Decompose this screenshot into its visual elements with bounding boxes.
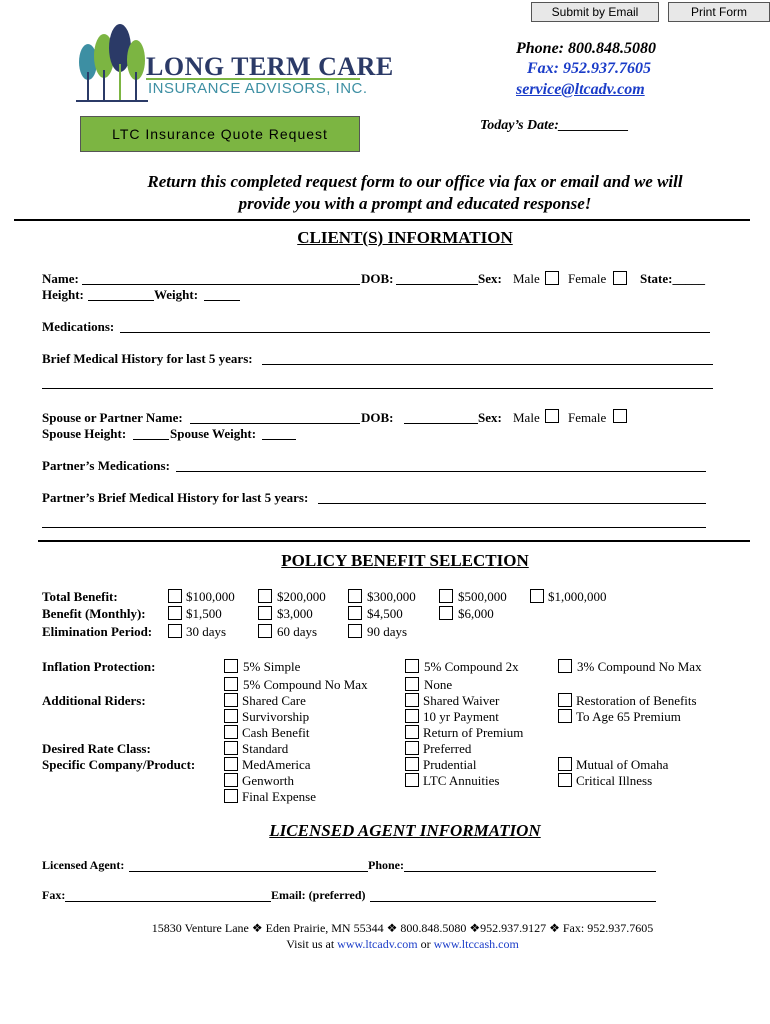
spouse-name-input[interactable] [190,423,360,424]
company-genworth-label: Genworth [242,773,294,788]
spouse-height-input[interactable] [133,439,169,440]
medical-history-input-2[interactable] [42,388,713,389]
intro-line-2: provide you with a prompt and educated response! [238,194,592,213]
total-1m-checkbox[interactable] [530,589,544,603]
inflation-label: Inflation Protection: [42,659,156,674]
company-ltc-annuities-label: LTC Annuities [423,773,500,788]
elim-30-checkbox[interactable] [168,624,182,638]
agent-phone-input[interactable] [404,871,656,872]
rider-survivorship-label: Survivorship [242,709,310,724]
inflation-3-compound-checkbox[interactable] [558,659,572,673]
medical-history-input[interactable] [262,364,713,365]
monthly-3000-label: $3,000 [277,606,313,621]
partner-history-label: Partner’s Brief Medical History for last 5 years: [42,490,309,505]
company-critical-illness-label: Critical Illness [576,773,653,788]
contact-fax: Fax: 952.937.7605 [527,60,651,77]
inflation-none-checkbox[interactable] [405,677,419,691]
inflation-5-compound-2x-label: 5% Compound 2x [424,659,519,674]
height-label: Height: [42,287,84,302]
total-200k-label: $200,000 [277,589,326,604]
agent-input[interactable] [129,871,368,872]
inflation-5-simple-checkbox[interactable] [224,659,238,673]
rate-preferred-label: Preferred [423,741,472,756]
total-500k-checkbox[interactable] [439,589,453,603]
todays-date-field[interactable]: Today’s Date:__________ [480,118,629,133]
quote-request-label: LTC Insurance Quote Request [112,126,328,142]
partner-medications-label: Partner’s Medications: [42,458,170,473]
divider-mid [38,540,750,542]
contact-email-link[interactable]: service@ltcadv.com [516,81,645,98]
rider-cash-benefit-checkbox[interactable] [224,725,238,739]
spouse-weight-label: Spouse Weight: [170,426,257,441]
total-benefit-label: Total Benefit: [42,589,118,604]
agent-fax-input[interactable] [65,901,271,902]
inflation-none-label: None [424,677,453,692]
rider-shared-waiver-label: Shared Waiver [423,693,500,708]
monthly-1500-checkbox[interactable] [168,606,182,620]
rate-standard-label: Standard [242,741,289,756]
elim-60-checkbox[interactable] [258,624,272,638]
rider-age65-checkbox[interactable] [558,709,572,723]
agent-phone-label: Phone: [368,858,404,872]
company-label: Specific Company/Product: [42,757,196,772]
rider-restoration-label: Restoration of Benefits [576,693,697,708]
logo-title: LONG TERM CARE [146,52,394,81]
riders-label: Additional Riders: [42,693,146,708]
rate-standard-checkbox[interactable] [224,741,238,755]
company-mutual-omaha-label: Mutual of Omaha [576,757,669,772]
rider-survivorship-checkbox[interactable] [224,709,238,723]
spouse-male-label: Male [513,410,540,425]
agent-fax-label: Fax: [42,888,66,902]
footer-or: or [420,937,431,951]
company-medamerica-checkbox[interactable] [224,757,238,771]
male-checkbox[interactable] [545,271,559,285]
footer-visit [0,937,770,952]
rider-return-premium-checkbox[interactable] [405,725,419,739]
divider-top [14,219,750,221]
elim-30-label: 30 days [186,624,227,639]
company-prudential-label: Prudential [423,757,477,772]
elim-60-label: 60 days [277,624,318,639]
height-input[interactable] [88,300,154,301]
spouse-height-label: Spouse Height: [42,426,127,441]
inflation-5-compound-nomax-checkbox[interactable] [224,677,238,691]
monthly-6000-label: $6,000 [458,606,494,621]
company-genworth-checkbox[interactable] [224,773,238,787]
quote-request-box [80,116,360,152]
company-mutual-omaha-checkbox[interactable] [558,757,572,771]
agent-email-input[interactable] [370,901,656,902]
benefit-monthly-label: Benefit (Monthly): [42,606,146,621]
total-500k-label: $500,000 [458,589,507,604]
spouse-male-checkbox[interactable] [545,409,559,423]
footer-link-ltccash[interactable]: www.ltccash.com [433,937,519,951]
footer-address: 15830 Venture Lane ❖ Eden Prairie, MN 55344 ❖ 800.848.5080 ❖952.937.9127 ❖ Fax: 952.937.7605 [151,921,654,935]
inflation-5-simple-label: 5% Simple [243,659,301,674]
company-ltc-annuities-checkbox[interactable] [405,773,419,787]
rider-10yr-label: 10 yr Payment [423,709,499,724]
elim-90-checkbox[interactable] [348,624,362,638]
inflation-5-compound-2x-checkbox[interactable] [405,659,419,673]
male-label: Male [513,271,540,286]
partner-history-input[interactable] [318,503,706,504]
state-field[interactable]: State:_____ [640,271,705,286]
rider-cash-benefit-label: Cash Benefit [242,725,310,740]
submit-by-email-button[interactable]: Submit by Email [531,2,659,22]
rider-age65-label: To Age 65 Premium [576,709,681,724]
rate-class-label: Desired Rate Class: [42,741,151,756]
company-final-expense-checkbox[interactable] [224,789,238,803]
logo-underline [146,78,360,80]
contact-phone: Phone: 800.848.5080 [516,40,656,57]
spouse-sex-label: Sex: [478,410,502,425]
policy-heading: POLICY BENEFIT SELECTION [281,551,529,570]
spouse-name-label: Spouse or Partner Name: [42,410,183,425]
sex-label: Sex: [478,271,502,286]
spouse-female-label: Female [568,410,607,425]
agent-email-label: Email: (preferred) [271,888,366,902]
weight-input[interactable] [204,300,240,301]
dob-label: DOB: [361,271,394,286]
company-prudential-checkbox[interactable] [405,757,419,771]
total-300k-label: $300,000 [367,589,416,604]
monthly-4500-checkbox[interactable] [348,606,362,620]
rider-return-premium-label: Return of Premium [423,725,524,740]
name-input[interactable] [82,284,360,285]
footer-visit-label: Visit us at [286,937,335,951]
agent-heading: LICENSED AGENT INFORMATION [269,821,541,840]
weight-label: Weight: [154,287,199,302]
total-200k-checkbox[interactable] [258,589,272,603]
client-heading: CLIENT(S) INFORMATION [297,228,513,247]
footer-link-ltcadv[interactable]: www.ltcadv.com [337,937,418,951]
company-final-expense-label: Final Expense [242,789,317,804]
company-critical-illness-checkbox[interactable] [558,773,572,787]
total-1m-label: $1,000,000 [548,589,607,604]
total-300k-checkbox[interactable] [348,589,362,603]
monthly-1500-label: $1,500 [186,606,222,621]
logo-subtitle: INSURANCE ADVISORS, INC. [148,80,368,97]
agent-label: Licensed Agent: [42,858,125,872]
total-100k-checkbox[interactable] [168,589,182,603]
inflation-5-compound-nomax-label: 5% Compound No Max [243,677,368,692]
company-medamerica-label: MedAmerica [242,757,311,772]
spouse-dob-input[interactable] [404,423,478,424]
medications-label: Medications: [42,319,115,334]
name-label: Name: [42,271,79,286]
spouse-weight-input[interactable] [262,439,296,440]
monthly-3000-checkbox[interactable] [258,606,272,620]
rate-preferred-checkbox[interactable] [405,741,419,755]
rider-restoration-checkbox[interactable] [558,693,572,707]
rider-10yr-checkbox[interactable] [405,709,419,723]
inflation-3-compound-label: 3% Compound No Max [577,659,702,674]
rider-shared-care-label: Shared Care [242,693,306,708]
total-100k-label: $100,000 [186,589,235,604]
rider-shared-care-checkbox[interactable] [224,693,238,707]
medications-input[interactable] [120,332,710,333]
monthly-6000-checkbox[interactable] [439,606,453,620]
spouse-dob-label: DOB: [361,410,394,425]
monthly-4500-label: $4,500 [367,606,403,621]
print-form-button[interactable]: Print Form [668,2,770,22]
dob-input[interactable] [396,284,478,285]
elimination-period-label: Elimination Period: [42,624,153,639]
partner-history-input-2[interactable] [42,527,706,528]
female-checkbox[interactable] [613,271,627,285]
spouse-female-checkbox[interactable] [613,409,627,423]
medical-history-label: Brief Medical History for last 5 years: [42,351,253,366]
intro-line-1: Return this completed request form to our office via fax or email and we will [147,172,683,191]
female-label: Female [568,271,607,286]
tree-logo-icon [76,22,148,104]
rider-shared-waiver-checkbox[interactable] [405,693,419,707]
elim-90-label: 90 days [367,624,408,639]
partner-medications-input[interactable] [176,471,706,472]
